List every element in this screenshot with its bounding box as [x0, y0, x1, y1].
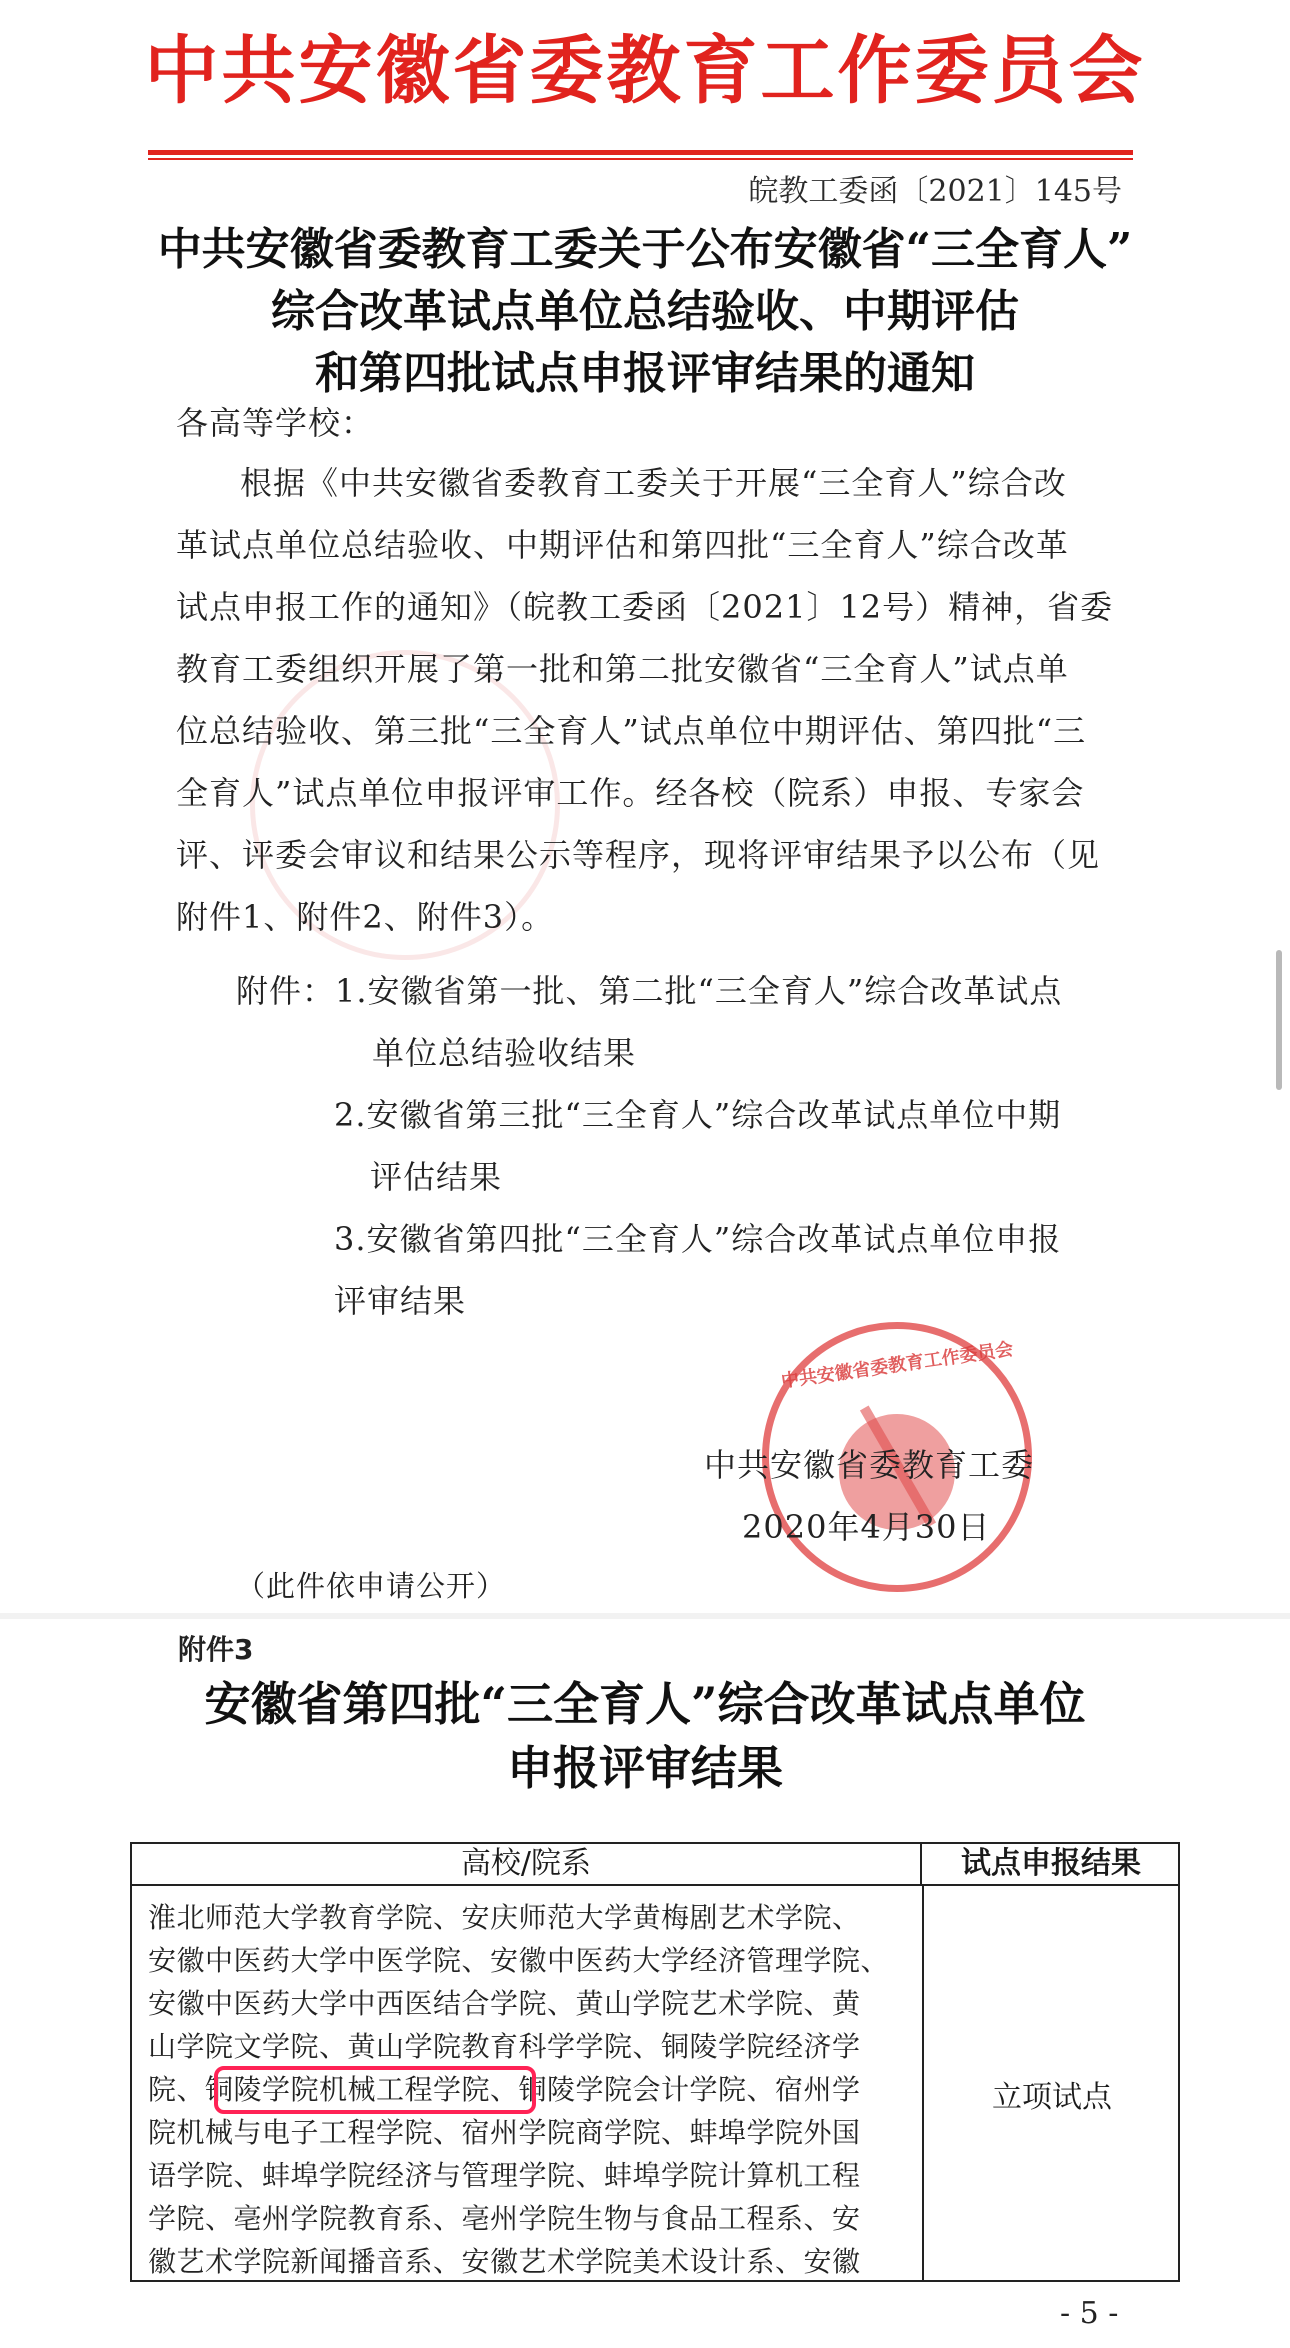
attachment-title-line-1: 安徽省第四批“三全育人”综合改革试点单位 — [204, 1677, 1086, 1731]
table-result-value: 立项试点 — [992, 2080, 1112, 2115]
attachment-item-1-cont: 单位总结验收结果 — [372, 1034, 637, 1072]
disclosure-note: （此件依申请公开） — [236, 1569, 507, 1603]
body-line: 全育人”试点单位申报评审工作。经各校（院系）申报、专家会 — [176, 774, 1085, 812]
table-cell-line: 安徽中医药大学中医学院、安徽中医药大学经济管理学院、 — [148, 1944, 890, 1977]
attachment-item-3: 3.安徽省第四批“三全育人”综合改革试点单位申报 — [334, 1220, 1062, 1258]
attachment-title-line-2: 申报评审结果 — [507, 1741, 783, 1795]
scrollbar-thumb[interactable] — [1276, 950, 1282, 1090]
body-line: 附件1、附件2、附件3）。 — [176, 898, 555, 936]
table-cell-line: 语学院、蚌埠学院经济与管理学院、蚌埠学院计算机工程 — [148, 2159, 861, 2192]
results-table — [130, 1842, 1180, 2282]
table-header-unit: 高校/院系 — [132, 1844, 922, 1886]
attachment-item-1: 附件：1.安徽省第一批、第二批“三全育人”综合改革试点 — [236, 972, 1063, 1010]
attachment-label: 附件3 — [178, 1633, 254, 1666]
notice-title-line-2: 综合改革试点单位总结验收、中期评估 — [271, 286, 1019, 337]
attachment-item-2: 2.安徽省第三批“三全育人”综合改革试点单位中期 — [334, 1096, 1062, 1134]
letterhead-rule — [148, 150, 1133, 155]
attachment-item-3-cont: 评审结果 — [334, 1282, 467, 1320]
table-cell-line: 淮北师范大学教育学院、安庆师范大学黄梅剧艺术学院、 — [148, 1901, 861, 1934]
table-cell-line: 院、铜陵学院机械工程学院、铜陵学院会计学院、宿州学 — [148, 2073, 861, 2106]
attachment-item-2-cont: 评估结果 — [370, 1158, 503, 1196]
body-line: 评、评委会审议和结果公示等程序，现将评审结果予以公布（见 — [176, 836, 1101, 874]
letterhead-rule-thin — [148, 158, 1133, 160]
body-line: 根据《中共安徽省委教育工委关于开展“三全育人”综合改 — [240, 464, 1067, 502]
body-line: 位总结验收、第三批“三全育人”试点单位中期评估、第四批“三 — [176, 712, 1087, 750]
notice-title-line-3: 和第四批试点申报评审结果的通知 — [315, 348, 975, 399]
table-header-result: 试点申报结果 — [922, 1844, 1180, 1886]
body-line: 教育工委组织开展了第一批和第二批安徽省“三全育人”试点单 — [176, 650, 1069, 688]
highlight-box — [214, 2066, 536, 2114]
issue-date: 2020年4月30日 — [742, 1508, 991, 1546]
signature: 中共安徽省委教育工委 — [704, 1446, 1035, 1484]
salutation: 各高等学校： — [176, 404, 375, 442]
table-cell-line: 徽艺术学院新闻播音系、安徽艺术学院美术设计系、安徽 — [148, 2245, 861, 2278]
seal-text: 中共安徽省委教育工作委员会 — [779, 1338, 1015, 1393]
body-line: 革试点单位总结验收、中期评估和第四批“三全育人”综合改革 — [176, 526, 1069, 564]
notice-title-line-1: 中共安徽省委教育工委关于公布安徽省“三全育人” — [157, 224, 1133, 275]
page-divider — [0, 1613, 1290, 1619]
page-number: - 5 - — [1060, 2296, 1119, 2331]
table-cell-line: 学院、亳州学院教育系、亳州学院生物与食品工程系、安 — [148, 2202, 861, 2235]
body-line: 试点申报工作的通知》（皖教工委函〔2021〕12号）精神，省委 — [176, 588, 1114, 626]
table-cell-line: 山学院文学院、黄山学院教育科学学院、铜陵学院经济学 — [148, 2030, 861, 2063]
table-cell-line: 安徽中医药大学中西医结合学院、黄山学院艺术学院、黄 — [148, 1987, 861, 2020]
table-cell-line: 院机械与电子工程学院、宿州学院商学院、蚌埠学院外国 — [148, 2116, 861, 2149]
letterhead-title: 中共安徽省委教育工作委员会 — [144, 28, 1146, 114]
document-number: 皖教工委函〔2021〕145号 — [748, 174, 1122, 209]
